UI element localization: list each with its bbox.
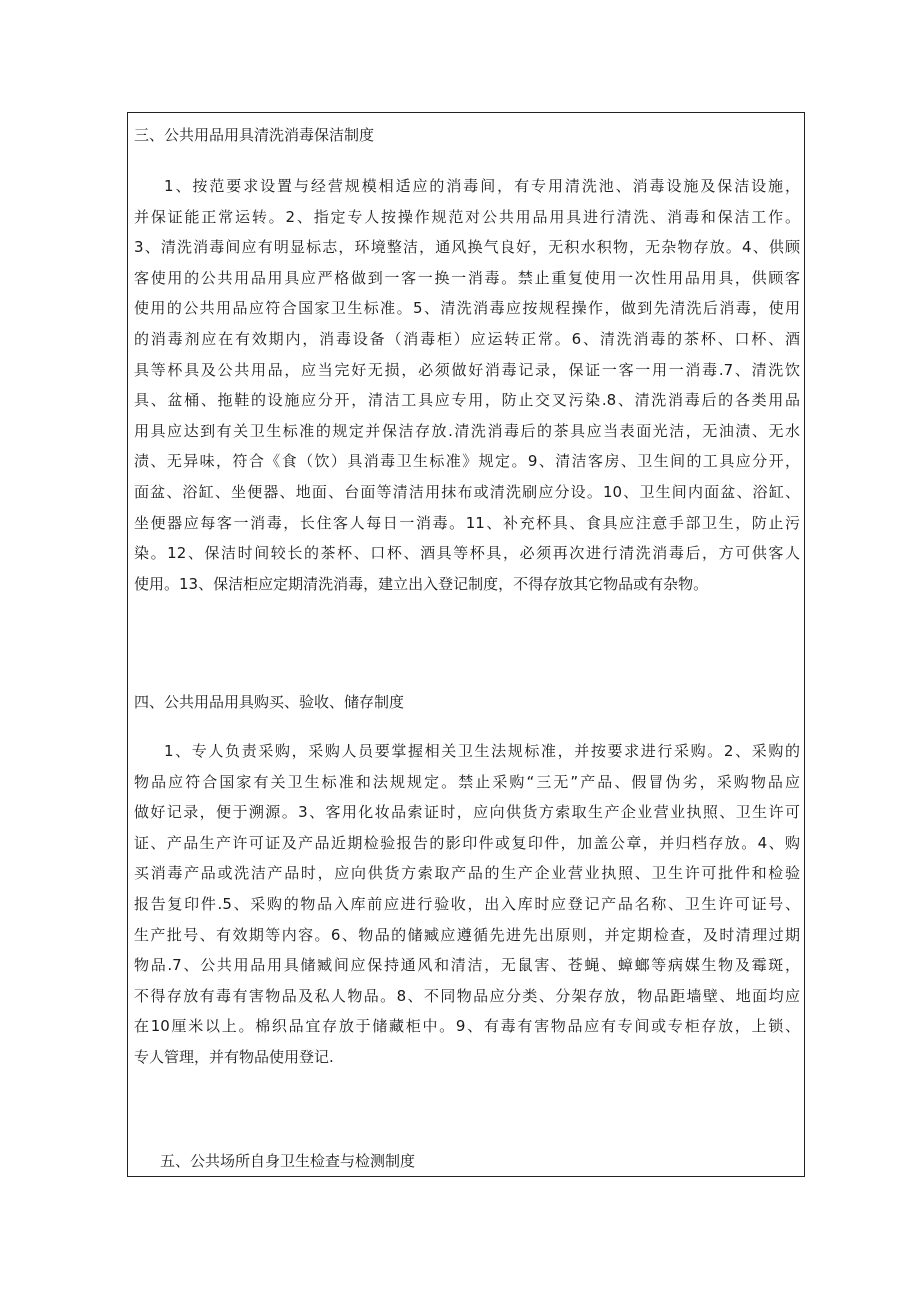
section-4-line: 物品应符合国家有关卫生标准和法规规定。禁止采购“三无”产品、假冒伪劣，采购物品应 <box>134 772 800 791</box>
section-3-line: 使用的公共用品应符合国家卫生标准。5、清洗消毒应按规程操作，做到先清洗后消毒，使用 <box>134 299 800 318</box>
section-4-line: 做好记录，便于溯源。3、客用化妆品索证时，应向供货方索取生产企业营业执照、卫生许可 <box>134 803 800 822</box>
section-3-line: 渍、无异味，符合《食（饮）具消毒卫生标准》规定。9、清洁客房、卫生间的工具应分开， <box>134 452 800 471</box>
section-4-line: 生产批号、有效期等内容。6、物品的储臧应遵循先进先出原则，并定期检查，及时清理过期 <box>134 925 800 944</box>
section-4-line: 买消毒产品或洗洁产品时，应向供货方索取产品的生产企业营业执照、卫生许可批件和检验 <box>134 864 800 883</box>
section-4-line: 专人管理，并有物品使用登记. <box>134 1047 334 1066</box>
section-3-body <box>134 171 800 599</box>
section-4-line: 不得存放有毒有害物品及私人物品。8、不同物品应分类、分架存放，物品距墙壁、地面均应 <box>134 986 800 1005</box>
section-3-line: 用具应达到有关卫生标准的规定并保洁存放.清洗消毒后的茶具应当表面光洁，无油渍、无水 <box>134 421 800 440</box>
section-3-line: 面盆、浴缸、坐便器、地面、台面等清洁用抹布或清洗刷应分设。10、卫生间内面盆、浴缸、 <box>134 482 800 501</box>
section-3-line: 具、盆桶、拖鞋的设施应分开，清洁工具应专用，防止交叉污染.8、清洗消毒后的各类用品 <box>134 391 800 410</box>
section-3-line: 的消毒剂应在有效期内，消毒设备（消毒柜）应运转正常。6、清洗消毒的茶杯、口杯、酒 <box>134 329 800 348</box>
section-3-line: 并保证能正常运转。2、指定专人按操作规范对公共用品用具进行清洗、消毒和保洁工作。 <box>134 207 800 226</box>
section-3-line: 使用。13、保洁柜应定期清洗消毒，建立出入登记制度，不得存放其它物品或有杂物。 <box>134 574 709 593</box>
section-4-line: 证、产品生产许可证及产品近期检验报告的影印件或复印件，加盖公章，并归档存放。4、购 <box>134 833 800 852</box>
section-3-line: 3、清洗消毒间应有明显标志，环境整洁，通风换气良好，无积水积物，无杂物存放。4、供顾 <box>134 238 800 257</box>
section-4-line: 物品.7、公共用品用具储臧间应保持通风和清洁，无鼠害、苍蝇、蟑螂等病媒生物及霉斑， <box>134 956 800 975</box>
section-3-line: 客使用的公共用品用具应严格做到一客一换一消毒。禁止重复使用一次性用品用具，供顾客 <box>134 268 800 287</box>
section-3-line: 坐便器应每客一消毒，长住客人每日一消毒。11、补充杯具、食具应注意手部卫生，防止污 <box>134 513 800 532</box>
section-3-line: 1、按范要求设置与经营规模相适应的消毒间，有专用清洗池、消毒设施及保洁设施， <box>164 177 800 195</box>
section-4-line: 在10厘米以上。棉织品宜存放于储藏柜中。9、有毒有害物品应有专间或专柜存放，上锁、 <box>134 1017 800 1036</box>
section-3-heading: 三、公共用品用具清洗消毒保洁制度 <box>134 126 375 144</box>
document-frame <box>127 112 805 1177</box>
section-5-heading: 五、公共场所自身卫生检查与检测制度 <box>160 1152 416 1170</box>
section-4-line: 1、专人负责采购，采购人员要掌握相关卫生法规标准，并按要求进行采购。2、采购的 <box>164 742 800 760</box>
section-4-body <box>134 736 800 1073</box>
section-4-line: 报告复印件.5、采购的物品入库前应进行验收，出入库时应登记产品名称、卫生许可证号、 <box>134 894 800 913</box>
section-3-line: 具等杯具及公共用品，应当完好无损，必须做好消毒记录，保证一客一用一消毒.7、清洗饮 <box>134 360 800 379</box>
section-4-heading: 四、公共用品用具购买、验收、储存制度 <box>134 693 405 711</box>
section-3-line: 染。12、保洁时间较长的茶杯、口杯、酒具等杯具，必须再次进行清洗消毒后，方可供客人 <box>134 544 800 563</box>
